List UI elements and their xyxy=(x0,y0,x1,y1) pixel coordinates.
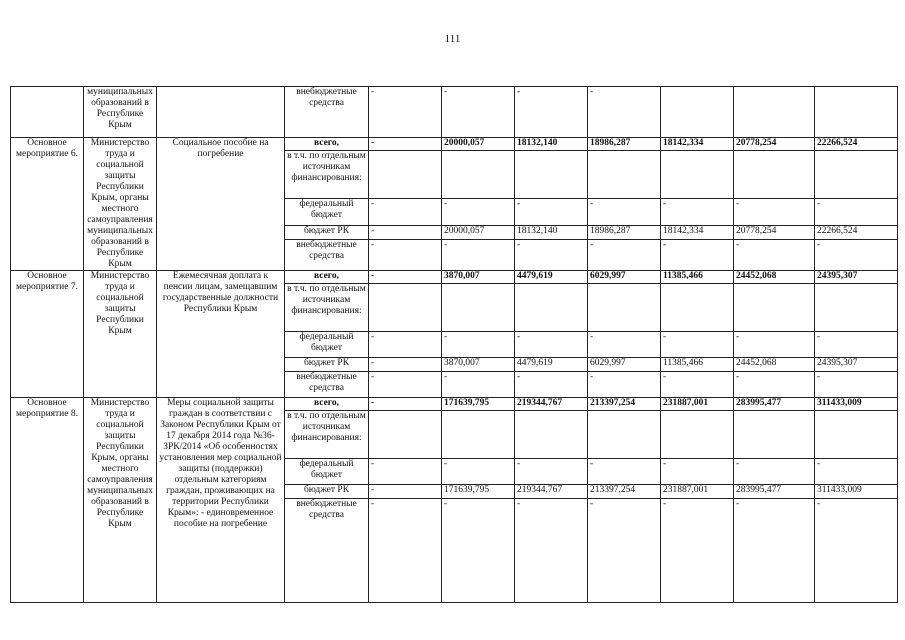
measure-cell xyxy=(11,87,84,138)
value-cell: - xyxy=(442,499,515,603)
value-cell: 18986,287 xyxy=(588,138,661,151)
measure-cell: Основное мероприятие 7. xyxy=(11,271,84,398)
value-cell: - xyxy=(588,499,661,603)
value-cell: - xyxy=(369,358,442,372)
value-cell: 20000,057 xyxy=(442,225,515,239)
value-cell xyxy=(734,411,815,459)
value-cell xyxy=(661,87,734,138)
value-cell: - xyxy=(369,398,442,411)
source-cell: в т.ч. по отдельным источникам финансирования: xyxy=(285,411,369,459)
value-cell: - xyxy=(734,199,815,225)
value-cell xyxy=(442,284,515,332)
value-cell: - xyxy=(588,372,661,398)
value-cell: - xyxy=(369,485,442,499)
source-cell: внебюджетные средства xyxy=(285,372,369,398)
name-cell: Меры социальной защиты граждан в соответствии с Законом Республики Крым от 17 декабря 2014 года №36-ЗРК/2014 «Об особенностях установления мер социальной защиты (поддержки) отдельным категориям граждан, проживающих на территории Республики Крым»: - единовременное пособие на погребение xyxy=(157,398,285,603)
value-cell: - xyxy=(815,239,898,270)
table-row xyxy=(11,271,898,284)
value-cell: 22266,524 xyxy=(815,225,898,239)
value-cell: 22266,524 xyxy=(815,138,898,151)
value-cell: - xyxy=(588,199,661,225)
value-cell: 171639,795 xyxy=(442,398,515,411)
executor-cell: Министерство труда и социальной защиты Республики Крым, органы местного самоуправления муниципальных образований в Республике Крым xyxy=(84,138,157,271)
value-cell: - xyxy=(369,225,442,239)
value-cell xyxy=(661,151,734,199)
value-cell: 24452,068 xyxy=(734,271,815,284)
source-cell: в т.ч. по отдельным источникам финансирования: xyxy=(285,284,369,332)
value-cell: - xyxy=(734,332,815,358)
value-cell: - xyxy=(442,87,515,138)
value-cell xyxy=(588,284,661,332)
source-cell: федеральный бюджет xyxy=(285,199,369,225)
table-row xyxy=(11,398,898,411)
value-cell xyxy=(442,411,515,459)
source-cell: федеральный бюджет xyxy=(285,332,369,358)
page-number: 111 xyxy=(444,33,461,45)
value-cell xyxy=(369,411,442,459)
name-cell xyxy=(157,87,285,138)
value-cell: - xyxy=(734,239,815,270)
value-cell: 11385,466 xyxy=(661,271,734,284)
value-cell: 18132,140 xyxy=(515,225,588,239)
value-cell: - xyxy=(515,372,588,398)
value-cell: 4479,619 xyxy=(515,271,588,284)
source-cell: всего, xyxy=(285,398,369,411)
value-cell: - xyxy=(369,87,442,138)
value-cell xyxy=(588,411,661,459)
value-cell xyxy=(734,87,815,138)
value-cell: - xyxy=(734,459,815,485)
value-cell: 18142,334 xyxy=(661,225,734,239)
source-cell: внебюджетные средства xyxy=(285,239,369,270)
financing-table xyxy=(10,86,898,603)
value-cell: - xyxy=(588,239,661,270)
value-cell: 20778,254 xyxy=(734,225,815,239)
value-cell xyxy=(815,87,898,138)
value-cell: 3870,007 xyxy=(442,271,515,284)
value-cell xyxy=(815,151,898,199)
value-cell: - xyxy=(442,199,515,225)
value-cell: - xyxy=(588,459,661,485)
value-cell: - xyxy=(369,459,442,485)
value-cell: - xyxy=(661,499,734,603)
value-cell: 311433,009 xyxy=(815,398,898,411)
value-cell: - xyxy=(661,199,734,225)
value-cell: - xyxy=(815,199,898,225)
value-cell: - xyxy=(369,271,442,284)
source-cell: в т.ч. по отдельным источникам финансирования: xyxy=(285,151,369,199)
value-cell xyxy=(588,151,661,199)
executor-cell: муниципальных образований в Республике Крым xyxy=(84,87,157,138)
value-cell: 171639,795 xyxy=(442,485,515,499)
measure-cell: Основное мероприятие 8. xyxy=(11,398,84,603)
value-cell: 213397,254 xyxy=(588,398,661,411)
value-cell: 20000,057 xyxy=(442,138,515,151)
value-cell xyxy=(369,151,442,199)
value-cell: - xyxy=(369,239,442,270)
value-cell: - xyxy=(588,87,661,138)
value-cell: - xyxy=(515,499,588,603)
value-cell xyxy=(815,411,898,459)
value-cell: - xyxy=(369,138,442,151)
value-cell: - xyxy=(661,459,734,485)
value-cell: - xyxy=(369,372,442,398)
measure-cell: Основное мероприятие 6. xyxy=(11,138,84,271)
value-cell: 18132,140 xyxy=(515,138,588,151)
value-cell: - xyxy=(442,372,515,398)
value-cell: 6029,997 xyxy=(588,358,661,372)
value-cell: 24395,307 xyxy=(815,271,898,284)
value-cell: - xyxy=(661,332,734,358)
value-cell: - xyxy=(815,332,898,358)
value-cell: 24452,068 xyxy=(734,358,815,372)
value-cell: 24395,307 xyxy=(815,358,898,372)
value-cell: - xyxy=(734,372,815,398)
value-cell: - xyxy=(661,372,734,398)
value-cell: - xyxy=(588,332,661,358)
name-cell: Социальное пособие на погребение xyxy=(157,138,285,271)
value-cell: - xyxy=(442,459,515,485)
value-cell: - xyxy=(442,239,515,270)
value-cell: 3870,007 xyxy=(442,358,515,372)
value-cell: - xyxy=(515,459,588,485)
table-row xyxy=(11,87,898,138)
value-cell: - xyxy=(369,332,442,358)
source-cell: внебюджетные средства xyxy=(285,87,369,138)
table-row xyxy=(11,138,898,151)
source-cell: бюджет РК xyxy=(285,358,369,372)
value-cell: 219344,767 xyxy=(515,398,588,411)
value-cell: - xyxy=(369,199,442,225)
executor-cell: Министерство труда и социальной защиты Республики Крым xyxy=(84,271,157,398)
value-cell: 6029,997 xyxy=(588,271,661,284)
value-cell xyxy=(442,151,515,199)
value-cell: - xyxy=(515,332,588,358)
source-cell: бюджет РК xyxy=(285,225,369,239)
value-cell: - xyxy=(515,87,588,138)
value-cell: - xyxy=(815,499,898,603)
name-cell: Ежемесячная доплата к пенсии лицам, замещавшим государственные должности Республики Крым xyxy=(157,271,285,398)
source-cell: всего, xyxy=(285,271,369,284)
value-cell: - xyxy=(661,239,734,270)
value-cell: 18142,334 xyxy=(661,138,734,151)
value-cell: 311433,009 xyxy=(815,485,898,499)
value-cell xyxy=(815,284,898,332)
value-cell: 231887,001 xyxy=(661,485,734,499)
value-cell: 4479,619 xyxy=(515,358,588,372)
value-cell xyxy=(734,151,815,199)
value-cell: - xyxy=(515,199,588,225)
value-cell: - xyxy=(369,499,442,603)
value-cell: - xyxy=(734,499,815,603)
value-cell: - xyxy=(815,459,898,485)
executor-cell: Министерство труда и социальной защиты Республики Крым, органы местного самоуправления муниципальных образований в Республике Крым xyxy=(84,398,157,603)
source-cell: бюджет РК xyxy=(285,485,369,499)
value-cell: - xyxy=(815,372,898,398)
value-cell: 219344,767 xyxy=(515,485,588,499)
value-cell: 18986,287 xyxy=(588,225,661,239)
value-cell xyxy=(515,284,588,332)
value-cell xyxy=(661,411,734,459)
value-cell xyxy=(515,411,588,459)
value-cell: - xyxy=(515,239,588,270)
source-cell: всего, xyxy=(285,138,369,151)
value-cell xyxy=(661,284,734,332)
value-cell: 11385,466 xyxy=(661,358,734,372)
value-cell xyxy=(369,284,442,332)
value-cell: 20778,254 xyxy=(734,138,815,151)
value-cell: 213397,254 xyxy=(588,485,661,499)
value-cell: 283995,477 xyxy=(734,398,815,411)
value-cell: 283995,477 xyxy=(734,485,815,499)
source-cell: федеральный бюджет xyxy=(285,459,369,485)
value-cell: 231887,001 xyxy=(661,398,734,411)
value-cell: - xyxy=(442,332,515,358)
source-cell: внебюджетные средства xyxy=(285,499,369,603)
value-cell xyxy=(734,284,815,332)
value-cell xyxy=(515,151,588,199)
